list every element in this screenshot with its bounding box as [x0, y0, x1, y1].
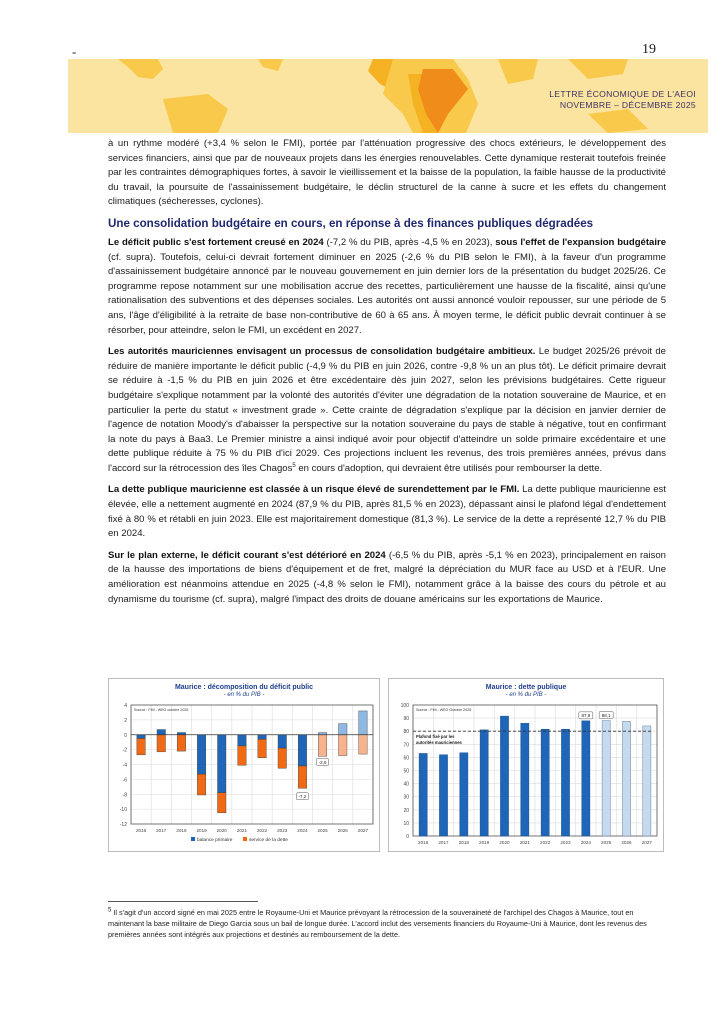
svg-text:2016: 2016: [418, 840, 429, 845]
svg-text:Source : FMI - WEO octobre 202: Source : FMI - WEO octobre 2025: [134, 708, 189, 712]
paragraph-deficit: Le déficit public s'est fortement creusé en 2024 (-7,2 % du PIB, après -4,5 % en 2023), sous l'effet de l'expansion budgétaire (cf. supra). Toutefois, celui-ci devrait fortement diminuer en 2025 (-2,6 % du PIB selon le FMI), à la faveur d'un programme d'assainissement budgétaire annoncé par le nouveau gouvernement en juin dernier lors de la présentation du budget 2025/26. Ce programme repose notamment sur une mobilisation accrue des recettes, particulièrement une hausse de la fiscalité, ainsi qu'une rationalisation des subventions et des dépenses sociales. Les autorités ont aussi annoncé vouloir repousser, sur une période de 5 ans, l'âge d'éligibilité à la retraite de base non-contributive de 60 à 65 ans. À moyen terme, le déficit public devrait continuer à se résorber, pour atteindre, selon le FMI, un excédent en 2027.: [108, 236, 667, 336]
svg-text:-10: -10: [119, 807, 127, 814]
public-debt-chart: [388, 678, 664, 852]
svg-text:20: 20: [403, 807, 409, 814]
page-number: 19: [642, 42, 656, 57]
svg-text:Source : FMI - WEO Octobre 202: Source : FMI - WEO Octobre 2025: [416, 708, 472, 712]
svg-text:90: 90: [403, 716, 409, 723]
svg-text:-7,2: -7,2: [298, 793, 307, 799]
paragraph-lead: La dette publique mauricienne est classée à un risque élevé de surendettement par le FMI.: [108, 484, 520, 496]
svg-text:-2: -2: [122, 747, 127, 754]
svg-text:2023: 2023: [560, 840, 571, 845]
header-banner: [68, 59, 708, 133]
svg-text:2022: 2022: [540, 840, 551, 845]
paragraph-debt: La dette publique mauricienne est classée à un risque élevé de surendettement par le FMI. La dette publique mauricienne est élevée, elle a nettement augmenté en 2024 (87,9 % du PIB, après 81,5 % en 2023), dépassant ainsi le plafond légal d'endettement fixé à 80 % et rétabli en juin 2023. Elle est majoritairement domestique (81,3 %). Le service de la dette a représenté 12,7 % du PIB en 2024.: [108, 484, 666, 540]
paragraph-external: Sur le plan externe, le déficit courant s'est détérioré en 2024 (-6,5 % du PIB, après -5,1 % en 2023), principalement en raison de la hausse des importations de biens d'équipement et de fret, malgré la dépréciation du MUR face au USD et à l'EUR. Une amélioration est néanmoins attendue en 2025 (-4,8 % selon le FMI), notamment grâce à la baisse des cours du pétrole et au dynamisme du tourisme (cf. supra), malgré l'impact des droits de douane américains sur les exportations de Maurice.: [108, 549, 666, 605]
svg-text:2016: 2016: [135, 828, 147, 833]
svg-text:service de la dette: service de la dette: [249, 838, 288, 843]
svg-text:50: 50: [403, 768, 409, 775]
svg-text:2027: 2027: [357, 828, 369, 833]
svg-text:100: 100: [400, 703, 409, 709]
debt-chart-plot: [389, 679, 665, 853]
svg-text:-4: -4: [122, 762, 127, 769]
paragraph-consolidation: Les autorités mauriciennes envisagent un processus de consolidation budgétaire ambitieux. Le budget 2025/26 prévoit de réduire de manière importante le déficit public (-4,9 % du PIB en juin 2026, contre -9,8 % un an plus tôt). Le déficit primaire devrait se réduire à -1,5 % du PIB en juin 2026 et être excédentaire dès juin 2027, selon les prévisions budgétaires. Cette rigueur budgétaire s'explique notamment par la volonté des autorités d'éviter une dégradation de la notation souveraine de Maurice, et en particulier la perte du statut « investment grade ». Cette crainte de dégradation s'explique par la décision en janvier dernier de l'agence de notation Moody's d'abaisser la perspective sur la notation souveraine du pays de stable à négative, tout en confirmant la note du pays à Baa3. Le Premier ministre a ainsi indiqué avoir pour objectif d'atteindre un solde primaire excédentaire et une dette publique réduite à 75 % du PIB d'ici 2029. Ces projections incluent les revenus, des trois premières années, prévus dans l'accord sur la rétrocession des îles Chagos$^5$ en cours d'adoption, qui devraient être utilisés pour rembourser la dette.: [108, 346, 666, 474]
footnote-divider: [108, 901, 258, 902]
footnote-ref[interactable]: 5: [292, 462, 296, 469]
svg-text:2021: 2021: [519, 840, 530, 845]
svg-text:2020: 2020: [499, 840, 510, 845]
svg-text:2017: 2017: [156, 828, 167, 833]
svg-text:2024: 2024: [580, 840, 591, 845]
intro-paragraph: à un rythme modéré (+3,4 % selon le FMI), portée par l'atténuation progressive des chocs extérieurs, le développement des services financiers, ainsi que par de nouveaux projets dans les énergies renouvelables. Cette dynamique resterait toutefois freinée par les contraintes démographiques fortes, à savoir le vieillissement et la baisse de la population, la faible hausse de la productivité du travail, la poursuite de l'assainissement budgétaire, le déclin structurel de la canne à sucre et les effets du changement climatiques (sécheresses, cyclones).: [108, 138, 666, 208]
svg-text:2018: 2018: [458, 840, 469, 845]
charts-row: [108, 678, 668, 852]
svg-text:2018: 2018: [176, 828, 187, 833]
svg-text:70: 70: [403, 742, 409, 749]
banner-date: NOVEMBRE – DÉCEMBRE 2025: [559, 100, 696, 110]
svg-text:0: 0: [124, 732, 127, 739]
header-dash: -: [72, 44, 77, 59]
chart-subtitle: - en % du PIB -: [223, 692, 265, 698]
chart-title: Maurice : dette publique: [485, 684, 567, 691]
svg-text:87,9: 87,9: [581, 713, 591, 719]
svg-text:2023: 2023: [277, 828, 288, 833]
svg-text:88,1: 88,1: [601, 712, 611, 718]
banner-title: LETTRE ÉCONOMIQUE DE L'AEOI: [549, 89, 696, 99]
svg-text:-2,6: -2,6: [318, 759, 327, 765]
svg-text:2026: 2026: [337, 828, 348, 833]
section-title: Une consolidation budgétaire en cours, en réponse à des finances publiques dégradées: [108, 216, 594, 230]
svg-text:30: 30: [403, 794, 409, 801]
svg-text:2026: 2026: [621, 840, 632, 845]
deficit-chart-plot: [109, 679, 381, 853]
paragraph-lead: Les autorités mauriciennes envisagent un processus de consolidation budgétaire ambitieux.: [108, 346, 536, 358]
article-body: [108, 137, 666, 614]
footnote-number: 5: [108, 907, 112, 914]
svg-text:2021: 2021: [236, 828, 248, 833]
chart-title: Maurice : décomposition du déficit public: [174, 684, 314, 691]
svg-text:2024: 2024: [297, 828, 308, 833]
svg-text:2020: 2020: [216, 828, 227, 833]
svg-text:2025: 2025: [317, 828, 328, 833]
svg-text:80: 80: [403, 729, 409, 736]
svg-text:2: 2: [124, 717, 127, 724]
svg-text:-12: -12: [119, 822, 127, 828]
chart-subtitle: - en % du PIB -: [505, 692, 547, 698]
svg-text:60: 60: [403, 755, 409, 762]
svg-text:2019: 2019: [479, 840, 490, 845]
svg-text:2025: 2025: [601, 840, 612, 845]
svg-text:4: 4: [124, 703, 127, 709]
svg-text:autorités mauriciennes: autorités mauriciennes: [416, 740, 462, 746]
paragraph-emphasis: sous l'effet de l'expansion budgétaire: [495, 236, 667, 248]
footnote: $^5$ Il s'agit d'un accord signé en mai 2025 entre le Royaume-Uni et Maurice prévoyant la rétrocession de la souveraineté de l'archipel des Chagos à Maurice, tout en maintenant la base militaire de Diego Garcia sous un bail de longue durée. L'accord inclut des versements financiers du Royaume-Uni à Maurice, dont les revenus des premières années sont intégrés aux projections et destinés au remboursement de la dette.: [108, 907, 647, 939]
svg-text:2027: 2027: [641, 840, 652, 845]
deficit-decomposition-chart: [108, 678, 380, 852]
svg-text:10: 10: [403, 820, 409, 827]
svg-text:2019: 2019: [196, 828, 207, 833]
paragraph-lead: Le déficit public s'est fortement creusé en 2024: [108, 236, 324, 248]
svg-text:-8: -8: [122, 792, 127, 799]
svg-text:Plafond fixé par les: Plafond fixé par les: [416, 734, 455, 740]
svg-text:2017: 2017: [438, 840, 449, 845]
svg-text:balance primaire: balance primaire: [197, 838, 233, 843]
svg-text:2022: 2022: [256, 828, 268, 833]
svg-text:0: 0: [406, 834, 409, 840]
paragraph-lead: Sur le plan externe, le déficit courant s'est détérioré en 2024: [108, 549, 386, 561]
svg-text:40: 40: [403, 781, 409, 788]
svg-text:-6: -6: [122, 777, 127, 784]
